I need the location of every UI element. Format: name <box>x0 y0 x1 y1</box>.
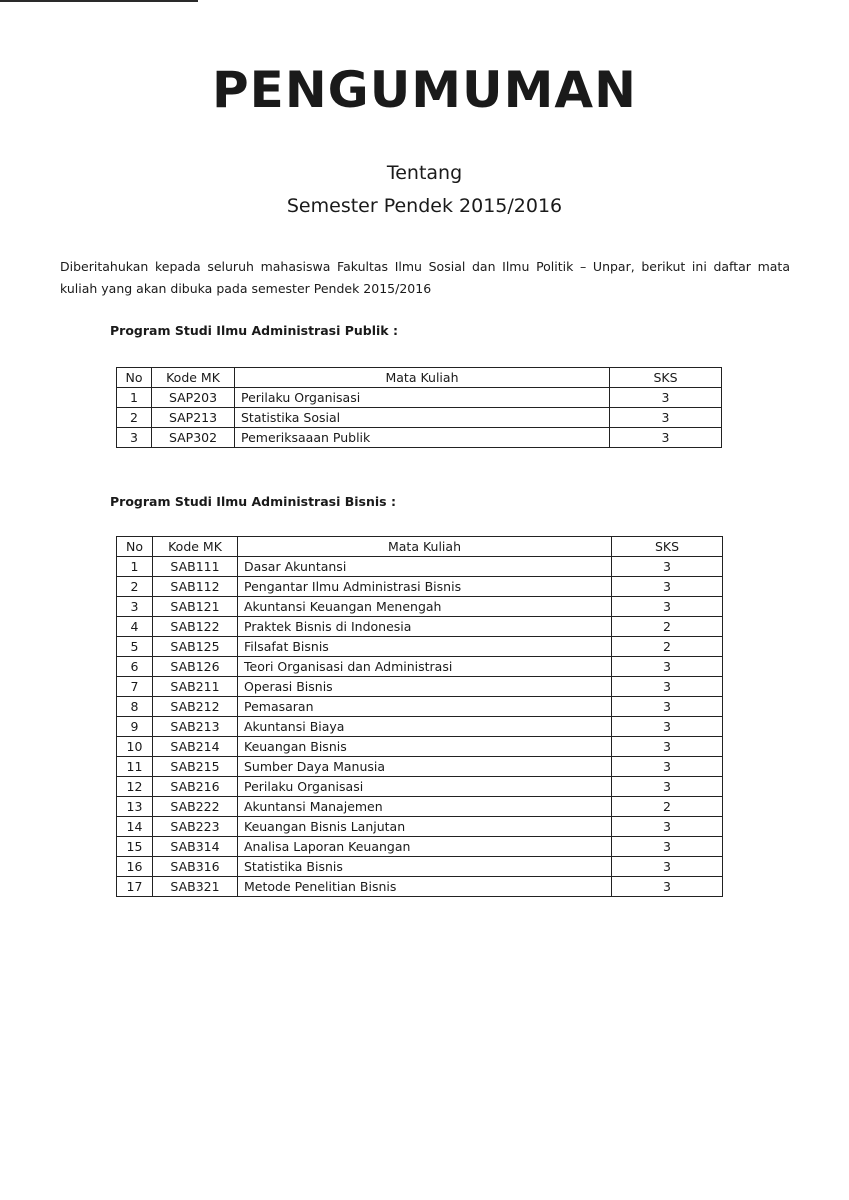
row-no: 11 <box>117 757 153 777</box>
table-row <box>117 777 723 797</box>
row-sks: 3 <box>610 408 722 428</box>
row-sks: 2 <box>612 637 723 657</box>
row-mata-kuliah: Metode Penelitian Bisnis <box>238 877 612 897</box>
table-row <box>117 657 723 677</box>
row-no: 14 <box>117 817 153 837</box>
row-sks: 3 <box>612 557 723 577</box>
row-sks: 3 <box>610 428 722 448</box>
row-sks: 3 <box>612 697 723 717</box>
row-kode-mk: SAB125 <box>153 637 238 657</box>
row-sks: 3 <box>612 597 723 617</box>
row-kode-mk: SAB316 <box>153 857 238 877</box>
row-mata-kuliah: Dasar Akuntansi <box>238 557 612 577</box>
table-row <box>117 388 722 408</box>
row-no: 9 <box>117 717 153 737</box>
row-mata-kuliah: Perilaku Organisasi <box>235 388 610 408</box>
row-mata-kuliah: Akuntansi Biaya <box>238 717 612 737</box>
table-row <box>117 428 722 448</box>
section-heading-publik: Program Studi Ilmu Administrasi Publik : <box>110 323 398 338</box>
table-row <box>117 797 723 817</box>
row-mata-kuliah: Teori Organisasi dan Administrasi <box>238 657 612 677</box>
intro-paragraph: Diberitahukan kepada seluruh mahasiswa Fakultas Ilmu Sosial dan Ilmu Politik – Unpar, berikut ini daftar mata kuliah yang akan dibuka pada semester Pendek 2015/2016 <box>60 259 790 296</box>
row-no: 7 <box>117 677 153 697</box>
row-mata-kuliah: Keuangan Bisnis Lanjutan <box>238 817 612 837</box>
row-sks: 3 <box>612 877 723 897</box>
row-mata-kuliah: Pengantar Ilmu Administrasi Bisnis <box>238 577 612 597</box>
table-header-row <box>117 368 722 388</box>
row-mata-kuliah: Analisa Laporan Keuangan <box>238 837 612 857</box>
row-sks: 3 <box>612 837 723 857</box>
table-row <box>117 677 723 697</box>
row-mata-kuliah: Filsafat Bisnis <box>238 637 612 657</box>
table-row <box>117 577 723 597</box>
row-no: 1 <box>117 557 153 577</box>
row-kode-mk: SAB223 <box>153 817 238 837</box>
table-row <box>117 408 722 428</box>
table-row <box>117 877 723 897</box>
table-row <box>117 697 723 717</box>
row-kode-mk: SAB211 <box>153 677 238 697</box>
table-row <box>117 857 723 877</box>
row-kode-mk: SAB121 <box>153 597 238 617</box>
table-header-row <box>117 537 723 557</box>
header-kode: Kode MK <box>152 368 235 388</box>
row-mata-kuliah: Sumber Daya Manusia <box>238 757 612 777</box>
row-sks: 3 <box>612 737 723 757</box>
header-kode: Kode MK <box>153 537 238 557</box>
row-mata-kuliah: Statistika Bisnis <box>238 857 612 877</box>
row-mata-kuliah: Keuangan Bisnis <box>238 737 612 757</box>
header-no: No <box>117 368 152 388</box>
subtitle-about: Tentang <box>386 162 463 184</box>
row-no: 15 <box>117 837 153 857</box>
row-sks: 3 <box>612 717 723 737</box>
table-row <box>117 617 723 637</box>
row-kode-mk: SAB213 <box>153 717 238 737</box>
row-kode-mk: SAB111 <box>153 557 238 577</box>
subtitle-semester: Semester Pendek 2015/2016 <box>286 195 563 217</box>
row-kode-mk: SAP302 <box>152 428 235 448</box>
table-row <box>117 597 723 617</box>
row-sks: 3 <box>612 777 723 797</box>
row-kode-mk: SAB321 <box>153 877 238 897</box>
row-mata-kuliah: Pemasaran <box>238 697 612 717</box>
course-table-bisnis <box>116 536 723 897</box>
row-no: 2 <box>117 577 153 597</box>
table-row <box>117 717 723 737</box>
row-sks: 3 <box>610 388 722 408</box>
row-kode-mk: SAP213 <box>152 408 235 428</box>
row-mata-kuliah: Operasi Bisnis <box>238 677 612 697</box>
row-kode-mk: SAB222 <box>153 797 238 817</box>
row-kode-mk: SAB212 <box>153 697 238 717</box>
table-row <box>117 837 723 857</box>
row-no: 1 <box>117 388 152 408</box>
header-no: No <box>117 537 153 557</box>
table-row <box>117 737 723 757</box>
section-heading-bisnis: Program Studi Ilmu Administrasi Bisnis : <box>110 494 396 509</box>
row-kode-mk: SAP203 <box>152 388 235 408</box>
row-sks: 2 <box>612 797 723 817</box>
scan-edge-mark <box>0 0 198 2</box>
row-no: 17 <box>117 877 153 897</box>
header-sks: SKS <box>612 537 723 557</box>
row-no: 3 <box>117 428 152 448</box>
row-sks: 3 <box>612 857 723 877</box>
header-mata-kuliah: Mata Kuliah <box>238 537 612 557</box>
row-kode-mk: SAB215 <box>153 757 238 777</box>
row-no: 3 <box>117 597 153 617</box>
row-kode-mk: SAB314 <box>153 837 238 857</box>
page-title: PENGUMUMAN <box>212 61 637 119</box>
table-row <box>117 637 723 657</box>
table-row <box>117 557 723 577</box>
row-no: 5 <box>117 637 153 657</box>
row-kode-mk: SAB126 <box>153 657 238 677</box>
row-mata-kuliah: Perilaku Organisasi <box>238 777 612 797</box>
row-sks: 3 <box>612 577 723 597</box>
row-sks: 3 <box>612 757 723 777</box>
header-sks: SKS <box>610 368 722 388</box>
row-kode-mk: SAB122 <box>153 617 238 637</box>
row-no: 2 <box>117 408 152 428</box>
course-table-publik <box>116 367 722 448</box>
row-mata-kuliah: Akuntansi Keuangan Menengah <box>238 597 612 617</box>
row-kode-mk: SAB214 <box>153 737 238 757</box>
row-kode-mk: SAB216 <box>153 777 238 797</box>
row-sks: 3 <box>612 657 723 677</box>
row-kode-mk: SAB112 <box>153 577 238 597</box>
header-mata-kuliah: Mata Kuliah <box>235 368 610 388</box>
row-mata-kuliah: Statistika Sosial <box>235 408 610 428</box>
table-row <box>117 817 723 837</box>
row-no: 12 <box>117 777 153 797</box>
row-no: 8 <box>117 697 153 717</box>
row-mata-kuliah: Akuntansi Manajemen <box>238 797 612 817</box>
row-mata-kuliah: Pemeriksaaan Publik <box>235 428 610 448</box>
row-sks: 2 <box>612 617 723 637</box>
row-no: 10 <box>117 737 153 757</box>
row-sks: 3 <box>612 817 723 837</box>
row-no: 6 <box>117 657 153 677</box>
table-row <box>117 757 723 777</box>
row-sks: 3 <box>612 677 723 697</box>
row-no: 4 <box>117 617 153 637</box>
row-mata-kuliah: Praktek Bisnis di Indonesia <box>238 617 612 637</box>
row-no: 13 <box>117 797 153 817</box>
row-no: 16 <box>117 857 153 877</box>
